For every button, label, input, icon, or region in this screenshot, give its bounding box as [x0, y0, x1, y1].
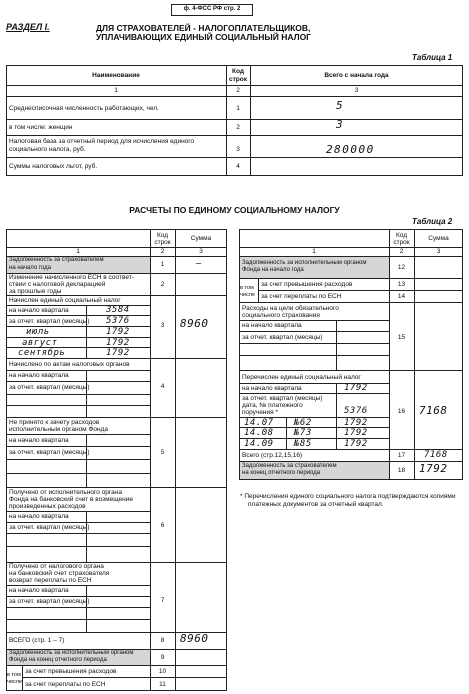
t2-row12-code: 12: [397, 264, 406, 271]
t2-row2-label-3: за прошлые годы: [9, 288, 62, 295]
t2-row16-value[interactable]: 7168: [419, 404, 448, 417]
t2-row2-label-2: ствии с налоговой декларацией: [9, 281, 106, 288]
t1-row-code: 1: [236, 105, 240, 112]
t2-row12-label-2: Фонда на начало года: [242, 267, 304, 273]
t1-row-code: 2: [236, 124, 240, 131]
footnote: * Перечисления единого социального налога подтверждаются копиями: [240, 493, 456, 500]
t2-row14-label: за счет переплаты по ЕСН: [261, 293, 342, 300]
t2-row3-month3-value[interactable]: 1792: [106, 348, 130, 358]
t2-row7-period: за отчет. квартал (месяцы): [9, 598, 90, 605]
t2-row7-label-3: возврат переплаты по ЕСН: [9, 577, 92, 584]
form-code: ф. 4-ФСС РФ стр. 2: [183, 6, 241, 12]
t2l-num: 2: [160, 248, 165, 255]
t2-row1-code: 1: [160, 261, 165, 268]
t2-row12-label: Задолженность за исполнительным органом: [242, 260, 367, 266]
table1-label: Таблица 1: [412, 53, 453, 62]
t1-row-value[interactable]: 3: [336, 118, 344, 131]
t2-row7-start: на начало квартала: [9, 587, 69, 594]
t2-row15-label: Расходы на цели обязательного: [242, 305, 339, 312]
t2-row15-period: за отчет. квартал (месяцы): [242, 334, 323, 341]
t2-row4-start: на начало квартала: [9, 372, 69, 379]
payment-number[interactable]: №85: [294, 439, 312, 449]
payment-sum[interactable]: 1792: [344, 418, 368, 428]
t2-row3-start: на начало квартала: [9, 307, 69, 314]
section-title-calc: РАСЧЕТЫ ПО ЕДИНОМУ СОЦИАЛЬНОМУ НАЛОГУ: [129, 205, 340, 215]
t2-row18-label: Задолженность за страхователем: [242, 463, 337, 469]
t2-row16-period-3: поручения *: [242, 409, 279, 416]
t2-row4-period: за отчет. квартал (месяцы): [9, 384, 90, 391]
t2r-col-sum: Сумма: [428, 235, 449, 242]
t1-row-name: Среднесписочная численность работающих, чел.: [9, 105, 159, 112]
t2-row9-label-2: Фонда на конец отчетного периода: [9, 657, 107, 663]
t2-row6-label-2: Фонда на банковский счет в возмещение: [9, 496, 133, 503]
t2-row3-period-value[interactable]: 5376: [106, 316, 130, 326]
t2-row3-month3[interactable]: сентябрь: [18, 348, 66, 358]
t2r-col-code: Код: [395, 232, 408, 239]
t2-row16-period-2: дата, № платежного: [242, 402, 303, 409]
t2-row8-label: ВСЕГО (стр. 1 – 7): [9, 637, 65, 644]
table2-label: Таблица 2: [412, 217, 453, 226]
t2-row3-month2[interactable]: август: [22, 338, 58, 348]
t2r-num: 3: [436, 248, 441, 255]
t2-row9-code: 9: [160, 654, 165, 661]
t2-row15-code: 15: [397, 334, 406, 341]
payment-sum[interactable]: 1792: [344, 428, 368, 438]
t2l-col-code-2: строк: [154, 239, 171, 246]
t2-row18-label-2: на конец отчетного периода: [242, 470, 321, 476]
t1-row-name: Налоговая база за отчетный период для исчисления единого: [9, 138, 195, 145]
t2-row7-code: 7: [160, 597, 165, 604]
payment-date[interactable]: 14.08: [244, 428, 274, 438]
t2-row18-code: 18: [397, 467, 406, 474]
t1-row-code: 4: [236, 163, 240, 170]
t2-row13-label: за счет превышения расходов: [261, 281, 353, 288]
t2-row10-prefix-2: числе: [7, 679, 22, 685]
t2-row6-period: за отчет. квартал (месяцы): [9, 524, 90, 531]
t2-row5-label: Не принято к зачету расходов: [9, 419, 100, 426]
t2-row5-code: 5: [160, 449, 165, 456]
t2-row13-prefix-2: числе: [240, 292, 255, 298]
payment-date[interactable]: 14.09: [244, 439, 274, 449]
t2-row6-label-3: произведенных расходов: [9, 503, 86, 510]
payment-number[interactable]: №73: [294, 428, 312, 438]
t2-row18-value[interactable]: 1792: [419, 462, 448, 475]
t2-row16-period: за отчет. квартал (месяцы): [242, 395, 323, 402]
t1-num: 3: [354, 87, 359, 94]
t2-row17-value[interactable]: 7168: [424, 450, 448, 460]
t2-row16-start-value[interactable]: 1792: [344, 383, 368, 393]
t2-row16-period-value[interactable]: 5376: [344, 406, 368, 416]
t2-row2-code: 2: [160, 281, 165, 288]
t2l-col-sum: Сумма: [190, 235, 212, 242]
t2l-num: 1: [76, 248, 80, 255]
t2-row14-code: 14: [397, 293, 406, 300]
section-label: РАЗДЕЛ I.: [6, 22, 50, 32]
t2-row1-label: Задолженность за страхователем: [9, 257, 104, 263]
t2-row3-month1-value[interactable]: 1792: [106, 327, 130, 337]
t2-row6-start: на начало квартала: [9, 513, 69, 520]
t2-row10-code: 10: [158, 668, 167, 675]
t2-row7-label-2: на банковский счет страхователя: [9, 570, 110, 577]
t1-row-name: Суммы налоговых льгот, руб.: [9, 163, 98, 170]
t2-row5-period: за отчет. квартал (месяцы): [9, 449, 90, 456]
t1-row-name-2: социального налога, руб.: [9, 146, 86, 153]
t2-row7-label: Получено от налогового органа: [9, 563, 104, 570]
t1-num: 2: [236, 87, 240, 94]
t2-row17-label: Всего (стр.12,15,16): [242, 452, 303, 459]
t2-row17-code: 17: [397, 452, 406, 459]
t1-num: 1: [114, 87, 118, 94]
section-title-2: УПЛАЧИВАЮЩИХ ЕДИНЫЙ СОЦИАЛЬНЫЙ НАЛОГ: [96, 32, 311, 42]
t2-row11-code: 11: [159, 681, 166, 688]
footnote-2: платежных документов за отчетный квартал.: [248, 501, 384, 508]
t2-row3-month1[interactable]: июль: [26, 327, 50, 337]
t2-row2-label: Изменение начисленного ЕСН в соответ-: [9, 274, 134, 281]
t2-row4-title: Начислено по актам налоговых органов: [9, 361, 130, 368]
t1-col-total: Всего с начала года: [324, 72, 389, 79]
payment-date[interactable]: 14.07: [244, 418, 274, 428]
payment-number[interactable]: №62: [294, 418, 312, 428]
t1-col-name: Наименование: [92, 72, 140, 79]
t2-row1-value[interactable]: —: [196, 259, 202, 269]
t2-row4-code: 4: [160, 383, 165, 390]
t2-row5-label-2: исполнительным органом Фонда: [9, 426, 109, 433]
t2-row1-label-2: на начало года: [9, 265, 51, 271]
t2-row3-code: 3: [160, 322, 165, 329]
t2-row15-start: на начало квартала: [242, 322, 302, 329]
t1-col-code-2: строк: [229, 76, 247, 83]
t2-row15-label-2: социального страхования: [242, 312, 320, 319]
t2r-col-code-2: строк: [393, 239, 410, 246]
t2-row3-start-value[interactable]: 3584: [106, 305, 130, 315]
t2-row8-value[interactable]: 8960: [180, 632, 209, 645]
t2-row3-value[interactable]: 8960: [180, 317, 209, 330]
t2-row13-prefix: в том: [240, 285, 254, 291]
t2-row5-start: на начало квартала: [9, 437, 69, 444]
section-title-1: ДЛЯ СТРАХОВАТЕЛЕЙ - НАЛОГОПЛАТЕЛЬЩИКОВ,: [96, 23, 311, 33]
t2l-col-code: Код: [156, 232, 169, 239]
t2-row13-code: 13: [397, 281, 406, 288]
t2-row16-start: на начало квартала: [242, 385, 302, 392]
t2-row6-label: Получено от исполнительного органа: [9, 489, 122, 496]
t2-row10-label: за счет превышения расходов: [25, 668, 117, 675]
t2-row6-code: 6: [160, 522, 165, 529]
t2-row11-label: за счет переплаты по ЕСН: [25, 681, 106, 688]
t1-row-value[interactable]: 280000: [326, 143, 375, 156]
t2-row8-code: 8: [160, 637, 165, 644]
t2r-num: 1: [312, 248, 316, 255]
t2-row16-code: 16: [397, 408, 406, 415]
t1-col-code: Код: [232, 68, 244, 75]
t2-row3-title: Начислен единый социальный налог: [9, 297, 121, 304]
t1-row-name: в том числе: женщин: [9, 124, 73, 131]
t2-row9-label: Задолженность за исполнительным органом: [9, 650, 134, 656]
t2-row10-prefix: в том: [7, 672, 21, 678]
t1-row-value[interactable]: 5: [336, 99, 344, 112]
t2-row3-month2-value[interactable]: 1792: [106, 338, 130, 348]
payment-sum[interactable]: 1792: [344, 439, 368, 449]
t2l-num: 3: [199, 248, 203, 255]
t2-row16-title: Перечислен единый социальный налог: [242, 374, 361, 381]
t2-row3-period: за отчет. квартал (месяцы): [9, 318, 90, 325]
t1-row-code: 3: [236, 146, 240, 153]
t2r-num: 2: [399, 248, 404, 255]
